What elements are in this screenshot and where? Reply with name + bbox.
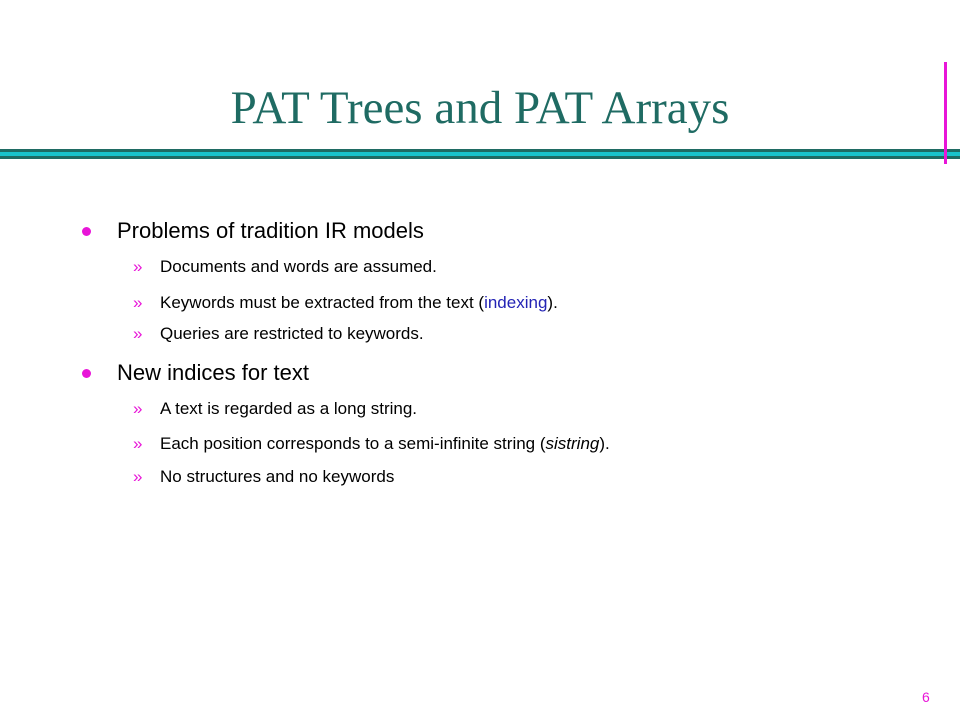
slide-title: PAT Trees and PAT Arrays	[230, 82, 730, 134]
sub-bullet-text	[160, 434, 610, 454]
bullet-text: Problems of tradition IR models	[117, 218, 424, 243]
sub-bullet-text: A text is regarded as a long string.	[160, 399, 418, 418]
title-rule-magenta-vertical	[944, 62, 947, 164]
sub-bullet-item	[133, 255, 437, 279]
sub-bullet-item	[133, 465, 394, 489]
sub-bullet-text-after: ).	[599, 434, 610, 453]
sub-bullet-marker-icon: »	[133, 434, 143, 453]
sub-bullet-text	[160, 293, 558, 313]
sub-bullet-marker-icon: »	[133, 324, 143, 343]
sub-bullet-item	[133, 397, 417, 421]
sub-bullet-text: Documents and words are assumed.	[160, 257, 437, 276]
bullet-dot-icon	[82, 369, 91, 378]
sub-bullet-item	[133, 291, 558, 315]
sub-bullet-marker-icon: »	[133, 257, 143, 276]
highlighted-term: indexing	[484, 293, 548, 312]
sub-bullet-marker-icon: »	[133, 399, 143, 418]
sub-bullet-text-before: Keywords must be extracted from the text (	[160, 293, 485, 312]
page-number: 6	[922, 689, 930, 705]
bullet-dot-icon	[82, 227, 91, 236]
sub-bullet-item	[133, 322, 424, 346]
bullet-text: New indices for text	[117, 360, 309, 385]
sub-bullet-marker-icon: »	[133, 467, 143, 486]
sub-bullet-text: Queries are restricted to keywords.	[160, 324, 424, 343]
bullet-item	[80, 216, 424, 246]
sub-bullet-item	[133, 432, 610, 456]
title-rule-teal-bottom	[0, 156, 960, 159]
sub-bullet-marker-icon: »	[133, 293, 143, 312]
sub-bullet-text-before: Each position corresponds to a semi-infinite string (	[160, 434, 546, 453]
bullet-item	[80, 358, 309, 388]
sub-bullet-text: No structures and no keywords	[160, 467, 395, 486]
sub-bullet-text-after: ).	[547, 293, 558, 312]
italic-term: sistring	[545, 434, 600, 453]
